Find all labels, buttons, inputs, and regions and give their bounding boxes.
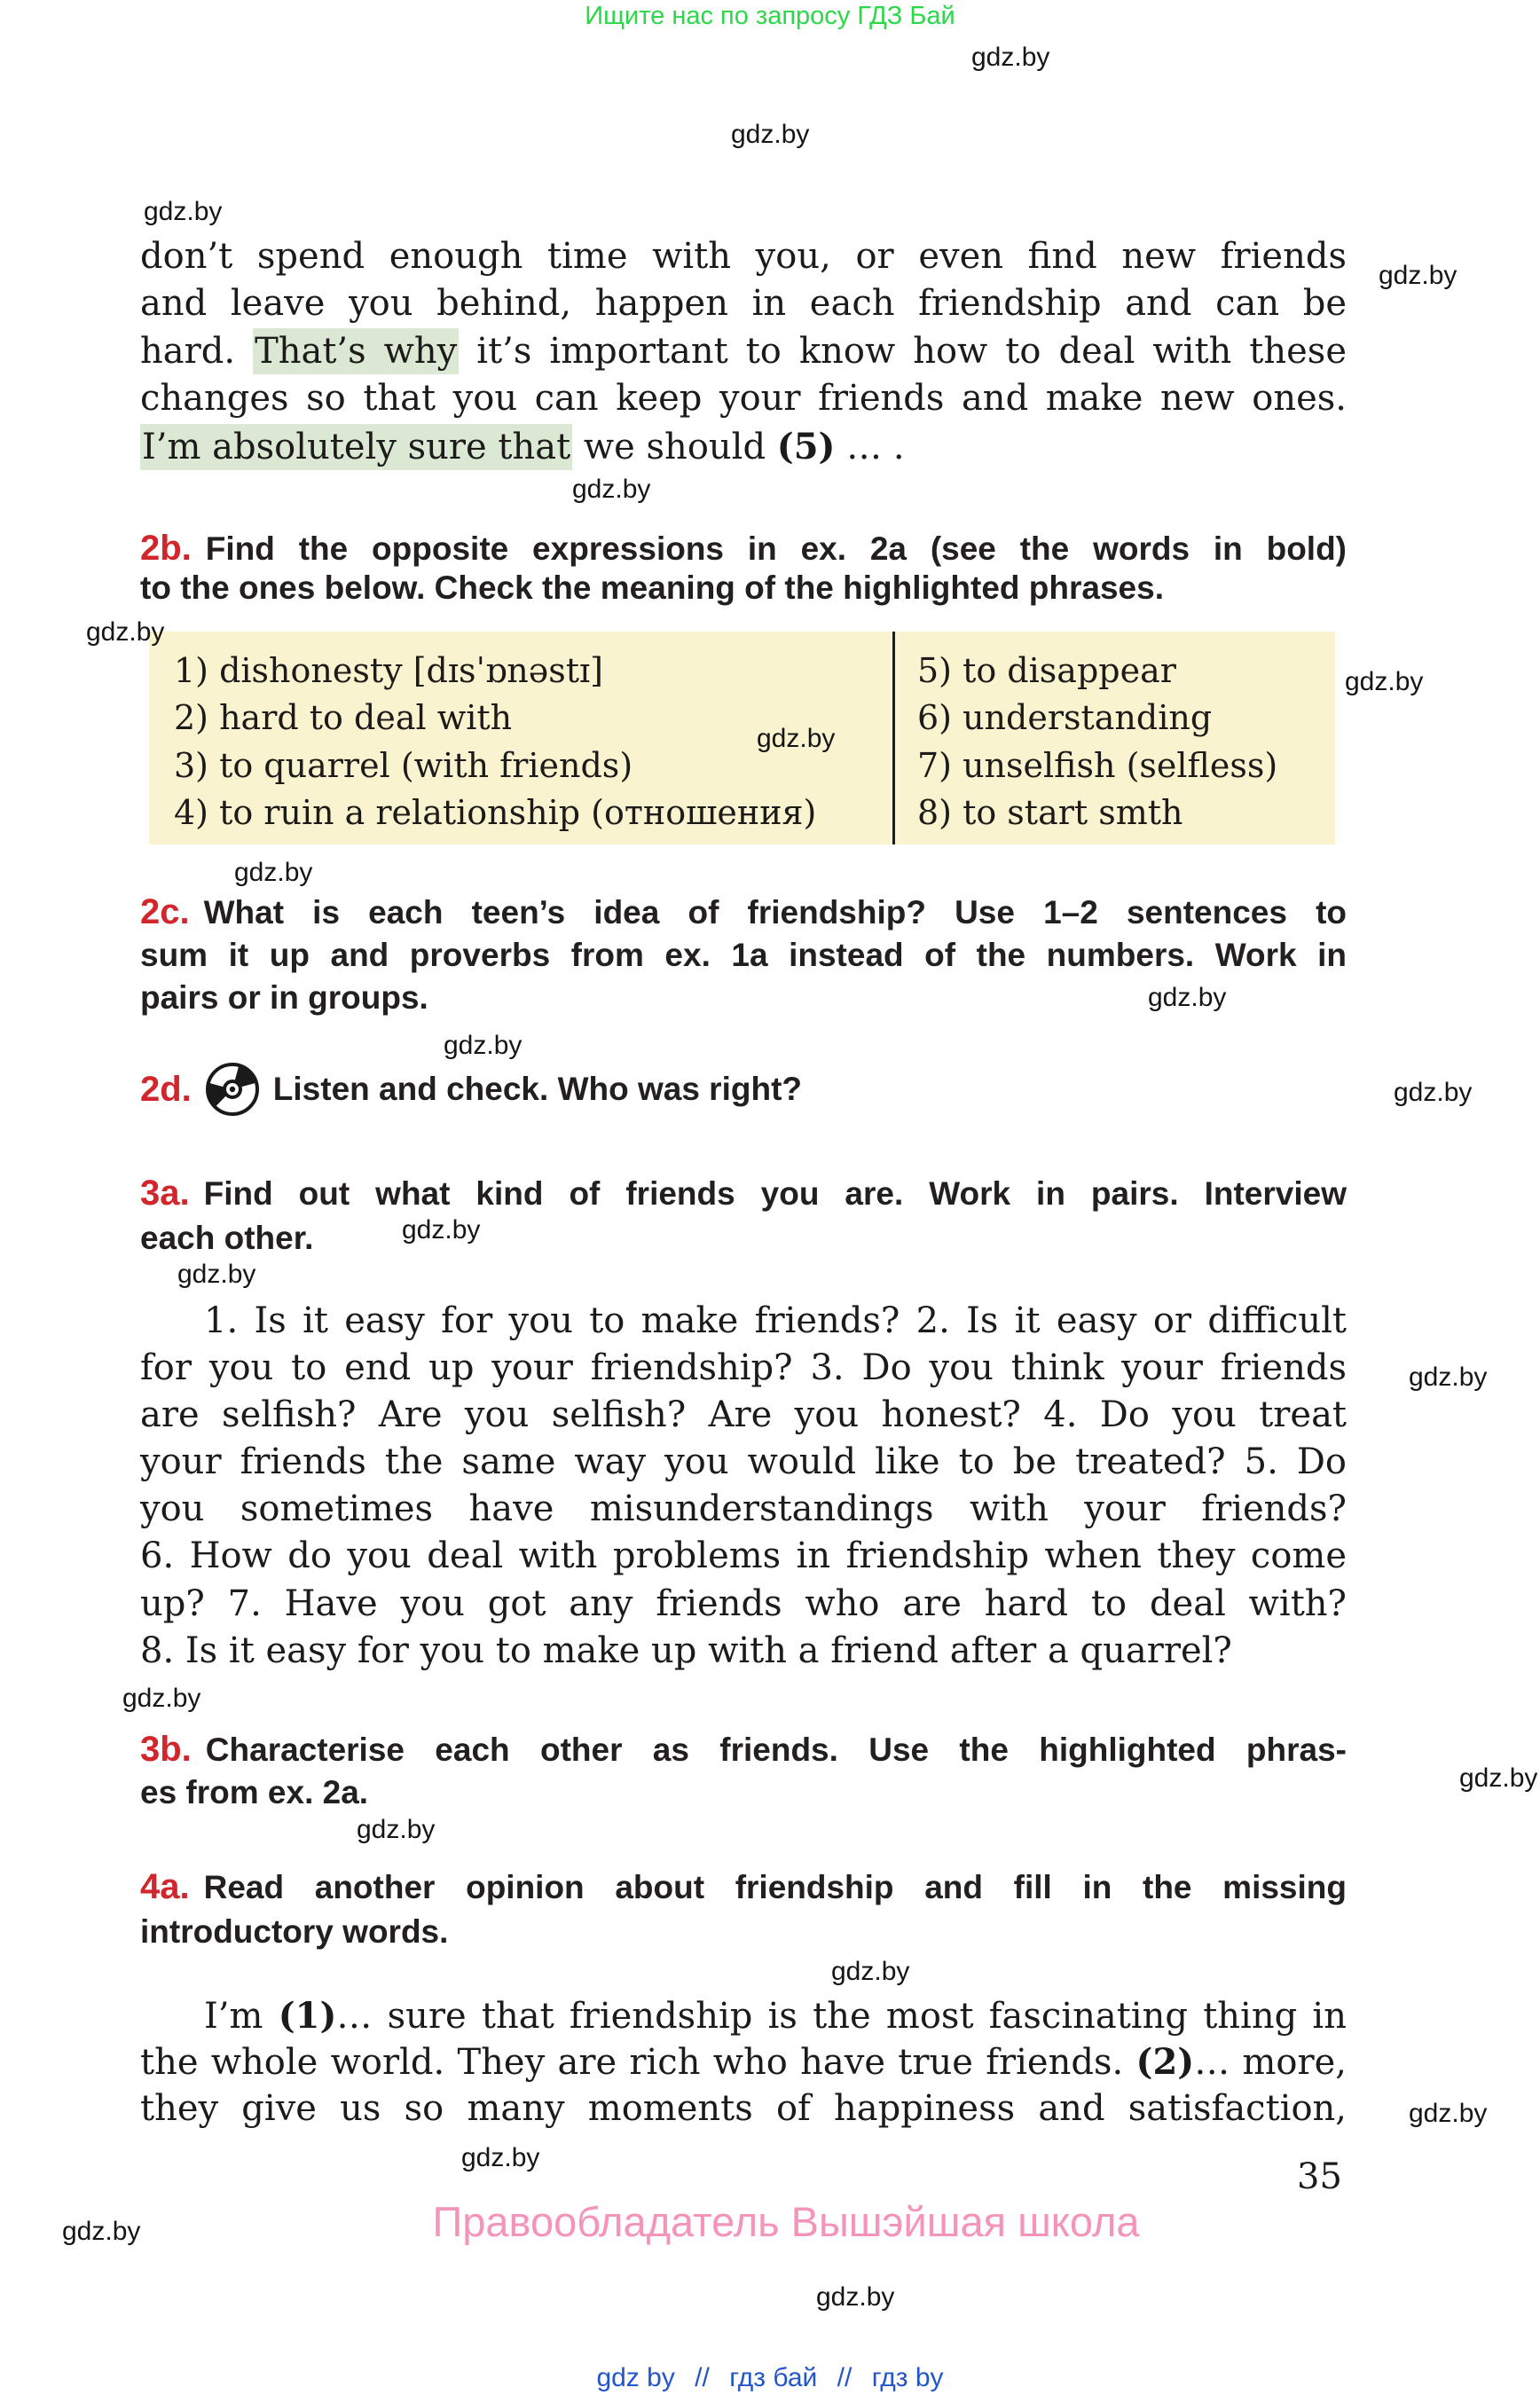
gdz-watermark: gdz.by — [62, 2217, 141, 2246]
gdz-watermark: gdz.by — [1394, 1078, 1473, 1107]
text-segment: 4) to ruin a relationship (отношения) — [174, 792, 817, 832]
text-segment: (5) — [776, 425, 836, 467]
text-segment: … more, — [1194, 2042, 1348, 2083]
gdz-watermark: gdz.by — [1148, 983, 1227, 1012]
gdz-watermark: gdz.by — [444, 1031, 522, 1060]
section-label: 3b. — [140, 1730, 192, 1769]
text-segment: 3) to quarrel (with friends) — [174, 745, 633, 785]
text-segment: 8) to start smth — [917, 792, 1183, 832]
text-segment: hard. — [140, 330, 254, 372]
gdz-watermark: gdz.by — [757, 724, 836, 753]
gdz-watermark: gdz.by — [1459, 1763, 1538, 1793]
text-segment: they give us so many moments of happiness and satisfaction, — [140, 2088, 1347, 2129]
text-line — [140, 2039, 1347, 2085]
text-segment: changes so that you can keep your friends and make new ones. — [140, 378, 1347, 420]
top-banner-text: Ищите нас по запросу ГДЗ Бай — [585, 2, 955, 30]
text-segment: … . — [835, 426, 905, 467]
text-segment: Characterise each other as friends. Use the highlighted phras- — [205, 1732, 1347, 1768]
text-line — [140, 529, 1347, 569]
gdz-watermark: gdz.by — [357, 1815, 436, 1844]
text-segment: we should — [572, 426, 777, 467]
gdz-watermark: gdz.by — [971, 43, 1050, 72]
gdz-watermark: gdz.by — [572, 475, 651, 504]
text-segment: 1) dishonesty [dɪsˈɒnəstɪ] — [174, 651, 603, 690]
text-segment: … sure that friendship is the most fascinating thing in — [336, 1996, 1347, 2037]
section-label: 2c. — [140, 892, 190, 931]
text-line — [917, 742, 1325, 789]
gdz-watermark: gdz.by — [122, 1684, 201, 1713]
text-segment: it’s important to know how to deal with these — [459, 330, 1347, 372]
gdz-watermark: gdz.by — [1409, 1362, 1488, 1392]
text-segment: Find the opposite expressions in ex. 2a (see the words in bold) — [205, 530, 1347, 567]
text-line — [140, 328, 1347, 375]
text-line — [140, 1298, 1347, 1345]
section-2d-heading — [140, 1061, 1347, 1118]
section-label: 4a. — [140, 1867, 190, 1906]
section-label: 3a. — [140, 1174, 190, 1213]
text-line — [140, 1345, 1347, 1392]
cd-icon — [204, 1061, 261, 1118]
gdz-watermark: gdz.by — [1379, 261, 1458, 290]
text-segment: are selfish? Are you selfish? Are you honest? 4. Do you treat — [140, 1394, 1347, 1436]
text-line — [174, 648, 888, 695]
exercise-2b-right-column — [917, 648, 1325, 836]
gdz-watermark: gdz.by — [1345, 667, 1424, 696]
text-segment: es from ex. 2a. — [140, 1774, 369, 1810]
text-line — [140, 375, 1347, 422]
text-segment: 8. Is it easy for you to make up with a friend after a quarrel? — [140, 1629, 1232, 1671]
text-line — [140, 1865, 1347, 1910]
gdz-watermark: gdz.by — [402, 1215, 481, 1245]
text-segment: I’m — [204, 1996, 279, 2037]
gdz-watermark: gdz.by — [731, 120, 810, 149]
link-gdz-by-2[interactable]: гдз by — [871, 2363, 944, 2392]
text-segment: pairs or in groups. — [140, 979, 428, 1016]
section-2b-heading — [140, 529, 1347, 608]
text-segment: each other. — [140, 1220, 314, 1256]
text-line — [917, 648, 1325, 695]
text-line — [140, 1216, 1347, 1260]
section-3a-heading — [140, 1171, 1347, 1260]
page-number: 35 — [1297, 2156, 1342, 2197]
text-segment: What is each teen’s idea of friendship? Use 1–2 sentences to — [203, 894, 1347, 931]
text-segment: That’s why — [253, 328, 459, 374]
text-segment: for you to end up your friendship? 3. Do you think your friends — [140, 1347, 1347, 1389]
gdz-watermark: gdz.by — [831, 1957, 910, 1986]
text-line — [140, 1486, 1347, 1533]
text-segment: 2) hard to deal with — [174, 698, 513, 738]
text-segment: 1. Is it easy for you to make friends? 2. Is it easy or difficult — [204, 1300, 1347, 1341]
text-segment: I’m absolutely sure that — [140, 424, 572, 470]
text-line — [140, 1728, 1347, 1771]
text-line — [140, 934, 1347, 977]
gdz-watermark: gdz.by — [177, 1260, 256, 1289]
text-line — [174, 789, 888, 836]
text-segment: Read another opinion about friendship and fill in the missing — [203, 1869, 1347, 1905]
text-line — [917, 695, 1325, 742]
text-segment: Find out what kind of friends you are. Work in pairs. Interview — [203, 1175, 1347, 1212]
text-segment: sum it up and proverbs from ex. 1a instead of the numbers. Work in — [140, 937, 1347, 973]
text-segment: (2) — [1135, 2041, 1195, 2083]
text-segment: the whole world. They are rich who have true friends. — [140, 2042, 1136, 2083]
gdz-watermark: gdz.by — [234, 858, 313, 887]
text-segment: 6) understanding — [917, 698, 1213, 738]
link-gdz-by[interactable]: gdz by — [596, 2363, 675, 2392]
gdz-watermark: gdz.by — [86, 617, 165, 647]
text-line — [917, 789, 1325, 836]
link-separator: // — [837, 2363, 852, 2392]
section-2d-text: Listen and check. Who was right? — [272, 1071, 802, 1107]
section-3b-heading — [140, 1728, 1347, 1814]
copyright-line: Правообладатель Вышэйшая школа — [432, 2198, 1140, 2245]
column-divider — [892, 632, 895, 844]
section-4a-heading — [140, 1865, 1347, 1954]
interview-questions — [140, 1298, 1347, 1675]
text-line — [140, 1439, 1347, 1486]
intro-paragraph — [140, 233, 1347, 471]
section-2d-label: 2d. — [140, 1069, 192, 1109]
text-line — [140, 280, 1347, 327]
text-line — [140, 1581, 1347, 1628]
text-segment: up? 7. Have you got any friends who are hard to deal with? — [140, 1582, 1347, 1624]
gdz-watermark: gdz.by — [144, 197, 223, 226]
text-line — [140, 1392, 1347, 1439]
link-gdz-bai[interactable]: гдз бай — [729, 2363, 818, 2392]
text-line — [140, 569, 1347, 608]
text-line — [140, 2085, 1347, 2132]
text-line — [140, 1771, 1347, 1814]
text-segment: 7) unselfish (selfless) — [917, 745, 1278, 785]
section-label: 2b. — [140, 529, 192, 568]
exercise-2b-box — [149, 632, 1335, 844]
text-line — [140, 1628, 1347, 1675]
text-segment: (1) — [278, 1995, 337, 2037]
text-segment: introductory words. — [140, 1913, 449, 1950]
text-segment: you sometimes have misunderstandings with your friends? — [140, 1488, 1347, 1530]
text-line — [140, 233, 1347, 280]
text-segment: your friends the same way you would like to be treated? 5. Do — [140, 1441, 1347, 1483]
text-line — [140, 1171, 1347, 1216]
closing-paragraph — [140, 1993, 1347, 2132]
gdz-watermark: gdz.by — [816, 2282, 895, 2312]
text-segment: 5) to disappear — [917, 651, 1176, 690]
text-segment: and leave you behind, happen in each friendship and can be — [140, 283, 1347, 325]
text-segment: to the ones below. Check the meaning of the highlighted phrases. — [140, 569, 1164, 606]
text-line — [140, 423, 1347, 471]
text-segment: 6. How do you deal with problems in friendship when they come — [140, 1535, 1347, 1577]
text-line — [140, 1910, 1347, 1954]
link-separator: // — [695, 2363, 710, 2392]
gdz-watermark: gdz.by — [1409, 2099, 1488, 2128]
gdz-watermark: gdz.by — [461, 2143, 540, 2172]
bottom-links — [0, 2363, 1540, 2393]
text-segment: don’t spend enough time with you, or even find new friends — [140, 236, 1347, 277]
text-line — [140, 1993, 1347, 2039]
text-line — [140, 1533, 1347, 1580]
text-line — [140, 891, 1347, 934]
